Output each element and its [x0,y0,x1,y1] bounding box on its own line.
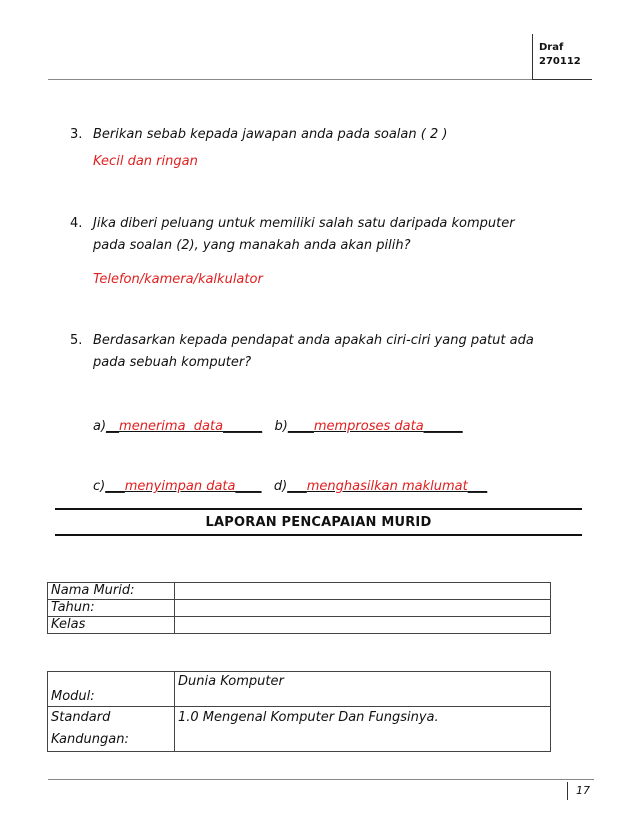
draft-code: 270112 [539,56,581,67]
table-row [48,583,551,600]
question-text: Berikan sebab kepada jawapan anda pada soalan ( 2 ) [93,127,448,142]
blank-line: ______ [423,419,463,434]
table-value [175,583,551,600]
answer-row-ab [93,419,463,434]
blank-answer: menyimpan data [124,479,236,494]
student-info-table [47,582,551,634]
question-number: 3. [70,127,83,142]
table-label: Modul: [48,672,175,707]
blank-answer: menerima data [119,419,224,434]
table-value [175,617,551,634]
blank-line: ____ [287,419,314,434]
blank-prefix: b) [274,419,288,434]
blank-line: ___ [105,479,125,494]
table-value: Dunia Komputer [175,672,551,707]
report-rule-bottom [55,534,582,536]
question-5 [70,330,548,374]
table-label [48,707,175,752]
question-number: 5. [70,333,83,348]
blank-line: ____ [235,479,262,494]
question-text: Berdasarkan kepada pendapat anda apakah ciri-ciri yang patut ada pada sebuah komputer? [93,333,534,370]
blank-line: ___ [287,479,307,494]
table-row [48,707,551,752]
blank-line: ______ [223,419,263,434]
module-table [47,671,551,752]
table-label: Nama Murid: [48,583,175,600]
table-label: Tahun: [48,600,175,617]
question-text: Jika diberi peluang untuk memiliki salah satu daripada komputer pada soalan (2), yang manakah anda akan pilih? [93,216,515,253]
standard-label: Standard Kandungan: [51,710,129,747]
answer-3: Kecil dan ringan [93,154,198,169]
blank-answer: memproses data [313,419,424,434]
blank-prefix: c) [93,479,106,494]
footer-divider [48,779,594,780]
draft-stamp [532,34,592,80]
header-divider [48,79,532,80]
blank-answer: menghasilkan maklumat [306,479,468,494]
table-row [48,600,551,617]
table-value: 1.0 Mengenal Komputer Dan Fungsinya. [175,707,551,752]
blank-line: ___ [467,479,488,494]
blank-line: __ [106,419,120,434]
question-3 [70,124,548,146]
draft-label: Draf [539,42,564,53]
table-row [48,672,551,707]
table-label: Kelas [48,617,175,634]
blank-prefix: d) [273,479,288,494]
report-title: LAPORAN PENCAPAIAN MURID [205,515,432,530]
report-rule-top [55,508,582,510]
answer-row-cd [93,479,487,494]
table-value [175,600,551,617]
table-row [48,617,551,634]
answer-4: Telefon/kamera/kalkulator [93,272,263,287]
blank-prefix: a) [93,419,107,434]
page-number: 17 [567,782,590,800]
question-number: 4. [70,216,83,231]
question-4 [70,213,548,257]
